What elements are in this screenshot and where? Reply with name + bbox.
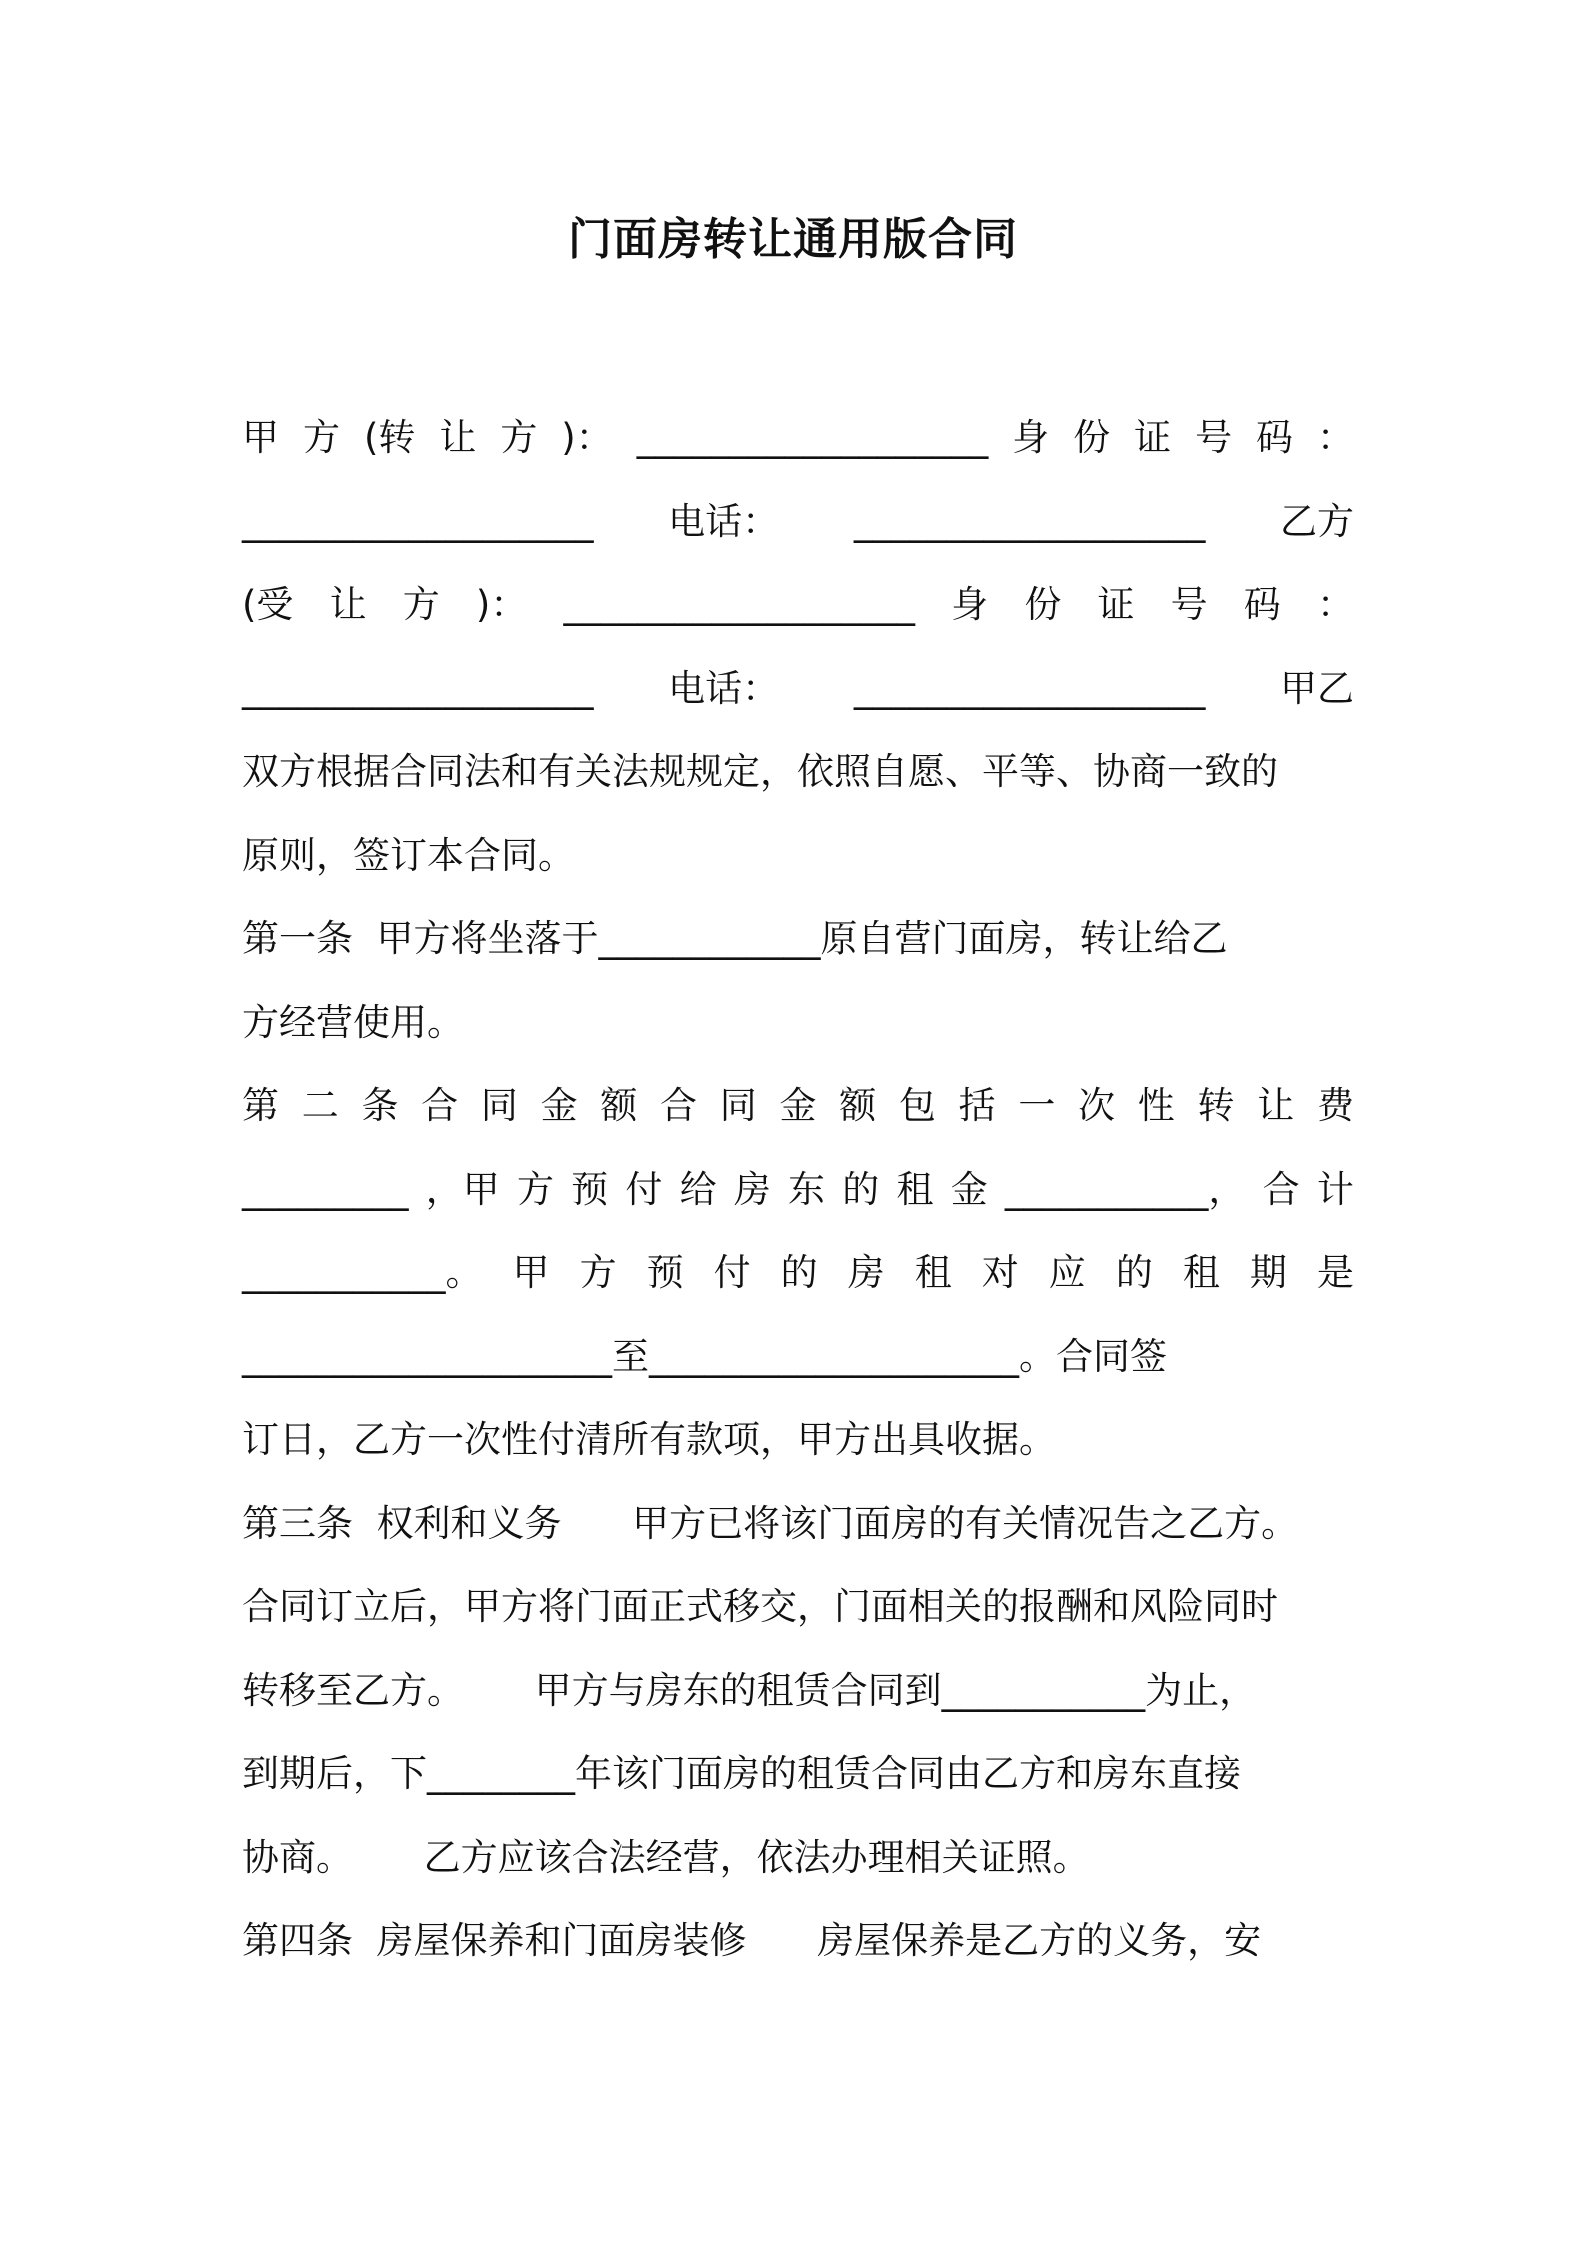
line-text: ___________________ — [636, 416, 989, 459]
line-text: 同 — [719, 1084, 757, 1127]
document-line — [242, 826, 1354, 886]
line-text: 额 — [600, 1084, 638, 1127]
document-line — [242, 909, 1354, 969]
line-text: 号 — [1195, 416, 1233, 459]
line-text: 性 — [1137, 1084, 1175, 1127]
line-text: 租 — [914, 1251, 952, 1294]
line-text: ___________________ — [853, 499, 1206, 543]
document-line — [242, 1911, 1354, 1971]
line-text: 第 — [242, 1084, 279, 1127]
line-text: 房 — [733, 1167, 771, 1211]
line-text: 协商。 乙方应该合法经营，依法办理相关证照。 — [242, 1835, 1090, 1879]
line-text: 条 — [361, 1084, 399, 1127]
document-line — [242, 1243, 1354, 1303]
line-text: 合 — [660, 1084, 698, 1127]
document-line — [242, 492, 1354, 552]
document-line — [242, 1494, 1354, 1554]
line-text: 电话： — [668, 666, 780, 710]
line-text: 方 — [302, 416, 340, 459]
line-text: 甲乙 — [1279, 666, 1354, 710]
line-text: 付 — [713, 1251, 751, 1294]
line-text: ___________________ — [242, 499, 594, 543]
line-text: 证 — [1134, 416, 1172, 459]
document-line — [242, 1076, 1354, 1136]
line-text: ： — [1317, 416, 1354, 459]
line-text: 份 — [1024, 583, 1062, 626]
line-text: 合同订立后，甲方将门面正式移交，门面相关的报酬和风险同时 — [242, 1585, 1278, 1628]
line-text: _________ — [242, 1167, 409, 1211]
line-text: 额 — [839, 1084, 877, 1127]
line-text: 转移至乙方。 甲方与房东的租赁合同到___________为止， — [242, 1668, 1257, 1712]
line-text: 第三条 权利和义务 甲方已将该门面房的有关情况告之乙方。 — [242, 1501, 1299, 1545]
line-text: 是 — [1316, 1251, 1354, 1294]
line-text: ____________________至____________________。合同签 — [242, 1334, 1167, 1378]
line-text: 甲 — [512, 1251, 550, 1294]
line-text: 甲 — [242, 416, 279, 459]
document-line — [242, 993, 1354, 1053]
line-text: 金 — [540, 1084, 578, 1127]
line-text: 预 — [571, 1167, 609, 1211]
line-text: 给 — [679, 1167, 717, 1211]
line-text: 合 — [1262, 1167, 1300, 1211]
line-text: 二 — [301, 1084, 339, 1127]
line-text: 到期后，下________年该门面房的租赁合同由乙方和房东直接 — [242, 1752, 1241, 1795]
line-text: 让 — [439, 416, 477, 459]
document-line — [242, 659, 1354, 719]
line-text: 包 — [898, 1084, 936, 1127]
line-text: 第一条 甲方将坐落于____________原自营门面房，转让给乙 — [242, 917, 1228, 960]
line-text: 金 — [950, 1167, 988, 1211]
line-text: 码 — [1256, 416, 1294, 459]
line-text: 期 — [1249, 1251, 1287, 1294]
line-text: ___________________ — [242, 666, 594, 710]
line-text: (受 — [242, 583, 294, 626]
line-text: ，甲 — [425, 1167, 500, 1211]
line-text: 身 — [951, 583, 989, 626]
line-text: 金 — [779, 1084, 817, 1127]
line-text: 订日，乙方一次性付清所有款项，甲方出具收据。 — [242, 1418, 1056, 1461]
line-text: 费 — [1316, 1084, 1354, 1127]
line-text: 号 — [1170, 583, 1208, 626]
line-text: 对 — [981, 1251, 1019, 1294]
document-title: 门面房转让通用版合同 — [568, 214, 1018, 265]
line-text: 合 — [421, 1084, 459, 1127]
line-text: 一 — [1018, 1084, 1056, 1127]
line-text: 第四条 房屋保养和门面房装修 房屋保养是乙方的义务，安 — [242, 1919, 1262, 1962]
line-text: 方 — [500, 416, 538, 459]
line-text: 付 — [625, 1167, 663, 1211]
document-line — [242, 742, 1354, 802]
document-line — [242, 1661, 1354, 1721]
line-text: ___________________ — [563, 583, 915, 626]
line-text: 同 — [480, 1084, 518, 1127]
line-text: 方经营使用。 — [242, 1000, 464, 1044]
line-text: 的 — [780, 1251, 818, 1294]
line-text: 证 — [1097, 583, 1135, 626]
line-text: ： — [1316, 583, 1354, 626]
line-text: 东 — [788, 1167, 826, 1211]
document-line — [242, 1160, 1354, 1220]
line-text: 计 — [1316, 1167, 1354, 1211]
line-text: 电话： — [668, 499, 780, 543]
document-line — [242, 1744, 1354, 1804]
line-text: 乙方 — [1279, 499, 1354, 543]
line-text: )： — [475, 583, 528, 626]
document-line — [242, 1410, 1354, 1470]
line-text: 次 — [1078, 1084, 1116, 1127]
line-text: 的 — [842, 1167, 880, 1211]
document-line — [242, 1577, 1354, 1637]
line-text: 预 — [646, 1251, 684, 1294]
line-text: 转 — [1197, 1084, 1235, 1127]
line-text: 租 — [896, 1167, 934, 1211]
line-text: 份 — [1073, 416, 1111, 459]
line-text: (转 — [363, 416, 416, 459]
line-text: 的 — [1115, 1251, 1153, 1294]
line-text: ___________________ — [853, 666, 1206, 710]
line-text: 括 — [958, 1084, 996, 1127]
line-text: 方 — [579, 1251, 617, 1294]
line-text: ___________， — [1004, 1167, 1246, 1211]
line-text: 让 — [329, 583, 367, 626]
line-text: 房 — [847, 1251, 885, 1294]
document-line — [242, 1828, 1354, 1888]
line-text: 应 — [1048, 1251, 1086, 1294]
document-line — [242, 575, 1354, 635]
line-text: 身 — [1012, 416, 1050, 459]
line-text: 租 — [1182, 1251, 1220, 1294]
line-text: )： — [561, 416, 613, 459]
line-text: ___________。 — [242, 1251, 483, 1294]
line-text: 让 — [1257, 1084, 1295, 1127]
document-line — [242, 408, 1354, 468]
line-text: 双方根据合同法和有关法规规定，依照自愿、平等、协商一致的 — [242, 750, 1278, 793]
line-text: 原则，签订本合同。 — [242, 833, 575, 877]
line-text: 方 — [516, 1167, 554, 1211]
line-text: 码 — [1243, 583, 1281, 626]
line-text: 方 — [402, 583, 440, 626]
document-line — [242, 1327, 1354, 1387]
